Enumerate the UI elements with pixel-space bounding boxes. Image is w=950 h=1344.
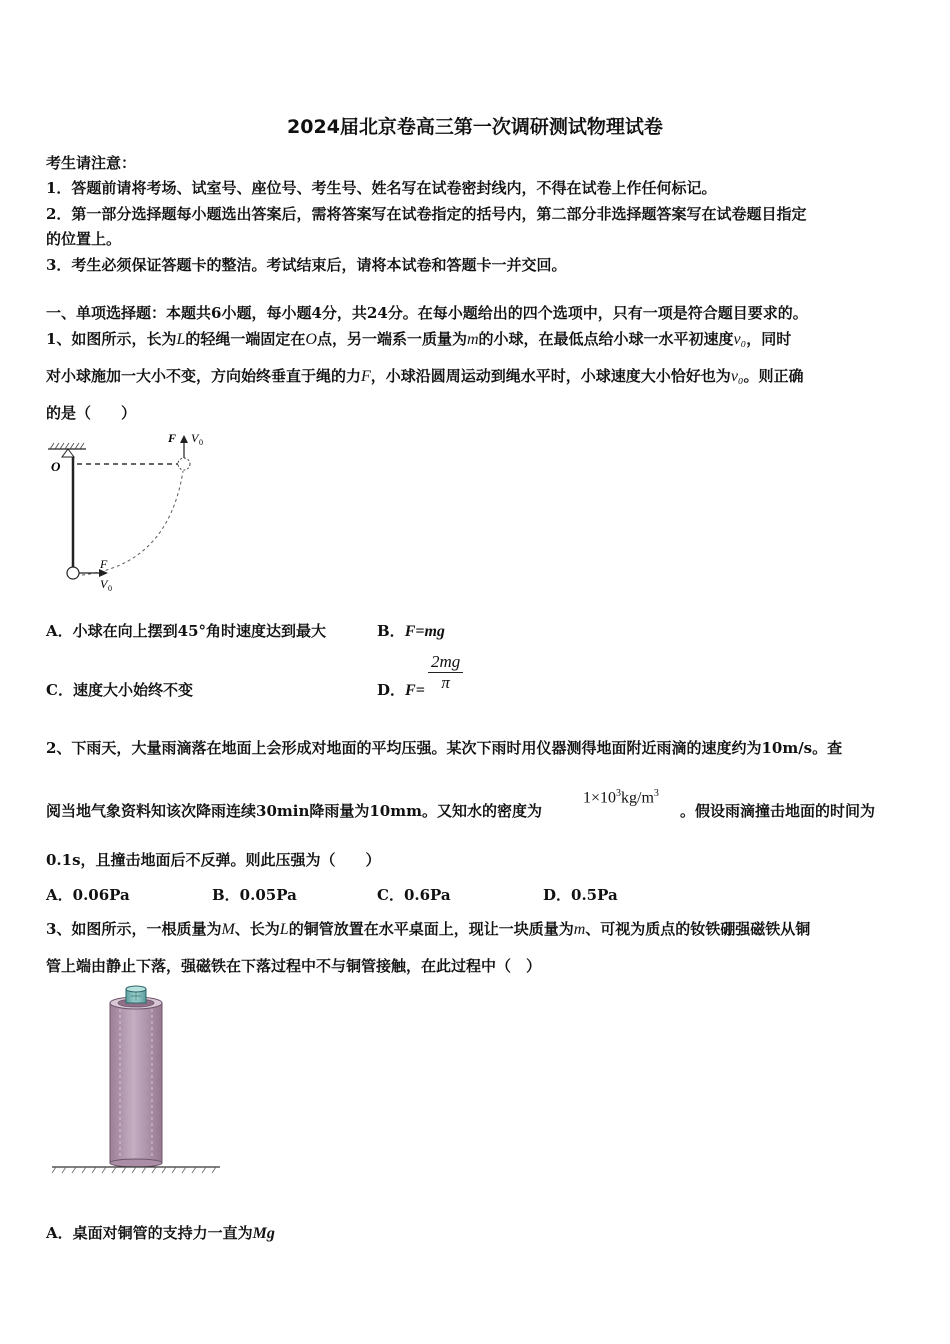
fraction-numerator: 2mg xyxy=(428,652,463,673)
label-o: O xyxy=(51,459,61,474)
ball-bottom xyxy=(67,567,79,579)
notice-item-1: 1．答题前请将考场、试室号、座位号、考生号、姓名写在试卷密封线内，不得在试卷上作任何标记。 xyxy=(46,179,717,197)
label-f-bottom: F xyxy=(100,557,108,571)
notice-header: 考生请注意： xyxy=(46,154,137,172)
q2-line-2: 阅当地气象资料知该次降雨连续30min降雨量为10mm。又知水的密度为 xyxy=(46,802,542,820)
q3-option-a[interactable]: A．桌面对铜管的支持力一直为Mg xyxy=(46,1224,275,1242)
q2-option-c[interactable]: C．0.6Pa xyxy=(377,886,451,904)
tube-bottom-rim xyxy=(110,1159,162,1167)
label-f-top: F xyxy=(168,431,177,445)
q1-option-b[interactable]: B．F=mg xyxy=(377,622,445,640)
copper-tube-body xyxy=(110,1003,162,1163)
notice-item-3: 3．考生必须保证答题卡的整洁。考试结束后，请将本试卷和答题卡一并交回。 xyxy=(46,256,567,274)
page-title: 2024届北京卷高三第一次调研测试物理试卷 xyxy=(287,116,663,138)
q1-line-2: 对小球施加一大小不变，方向始终垂直于绳的力F，小球沿圆周运动到绳水平时，小球速度大小恰好也为v₀。则正确 xyxy=(46,367,804,385)
fraction-denominator: π xyxy=(441,673,450,692)
q1-option-d[interactable]: D．F= xyxy=(377,681,425,699)
q1-pendulum-figure xyxy=(40,425,220,595)
ceiling-hatch xyxy=(50,443,84,449)
q1-option-c[interactable]: C．速度大小始终不变 xyxy=(46,681,193,699)
notice-item-2-cont: 的位置上。 xyxy=(46,230,122,248)
density-value: $1\times 10^3kg/m^3$ xyxy=(583,788,659,807)
q2-option-b[interactable]: B．0.05Pa xyxy=(212,886,297,904)
q1-line-3: 的是（ ） xyxy=(46,404,137,422)
q2-line-2-end: 。假设雨滴撞击地面的时间为 xyxy=(680,802,876,820)
q2-option-d[interactable]: D．0.5Pa xyxy=(543,886,618,904)
q3-line-2: 管上端由静止下落，强磁铁在下落过程中不与铜管接触，在此过程中（ ） xyxy=(46,957,542,975)
arrow-up-head xyxy=(180,435,188,443)
label-v-top-sub: 0 xyxy=(199,438,203,447)
section-heading: 一、单项选择题：本题共6小题，每小题4分，共24分。在每小题给出的四个选项中，只有一项是符合题目要求的。 xyxy=(46,304,808,322)
q2-option-a[interactable]: A．0.06Pa xyxy=(46,886,130,904)
table-hatch xyxy=(52,1167,216,1173)
q3-copper-tube-figure xyxy=(48,985,223,1185)
magnet-top xyxy=(126,986,146,992)
label-v-bottom-sub: 0 xyxy=(108,584,112,593)
q2-line-3: 0.1s，且撞击地面后不反弹。则此压强为（ ） xyxy=(46,851,381,869)
q2-line-1: 2、下雨天，大量雨滴落在地面上会形成对地面的平均压强。某次下雨时用仪器测得地面附近雨滴的速度约为10m/s。查 xyxy=(46,739,843,757)
circular-path xyxy=(82,471,183,575)
q3-line-1: 3、如图所示，一根质量为M、长为L的铜管放置在水平桌面上，现让一块质量为m、可视为质点的钕铁硼强磁铁从铜 xyxy=(46,920,811,938)
q1-line-1: 1、如图所示，长为L的轻绳一端固定在O点，另一端系一质量为m的小球，在最低点给小球一水平初速度v₀，同时 xyxy=(46,330,792,348)
q1-option-d-fraction xyxy=(428,652,463,693)
label-v-top: V xyxy=(191,431,199,445)
ball-top xyxy=(178,458,190,470)
q1-option-a[interactable]: A．小球在向上摆到45°角时速度达到最大 xyxy=(46,622,327,640)
pivot-mark xyxy=(62,449,74,457)
label-v-bottom: V xyxy=(100,577,108,591)
notice-item-2: 2．第一部分选择题每小题选出答案后，需将答案写在试卷指定的括号内，第二部分非选择题答案写在试卷题目指定 xyxy=(46,205,807,223)
